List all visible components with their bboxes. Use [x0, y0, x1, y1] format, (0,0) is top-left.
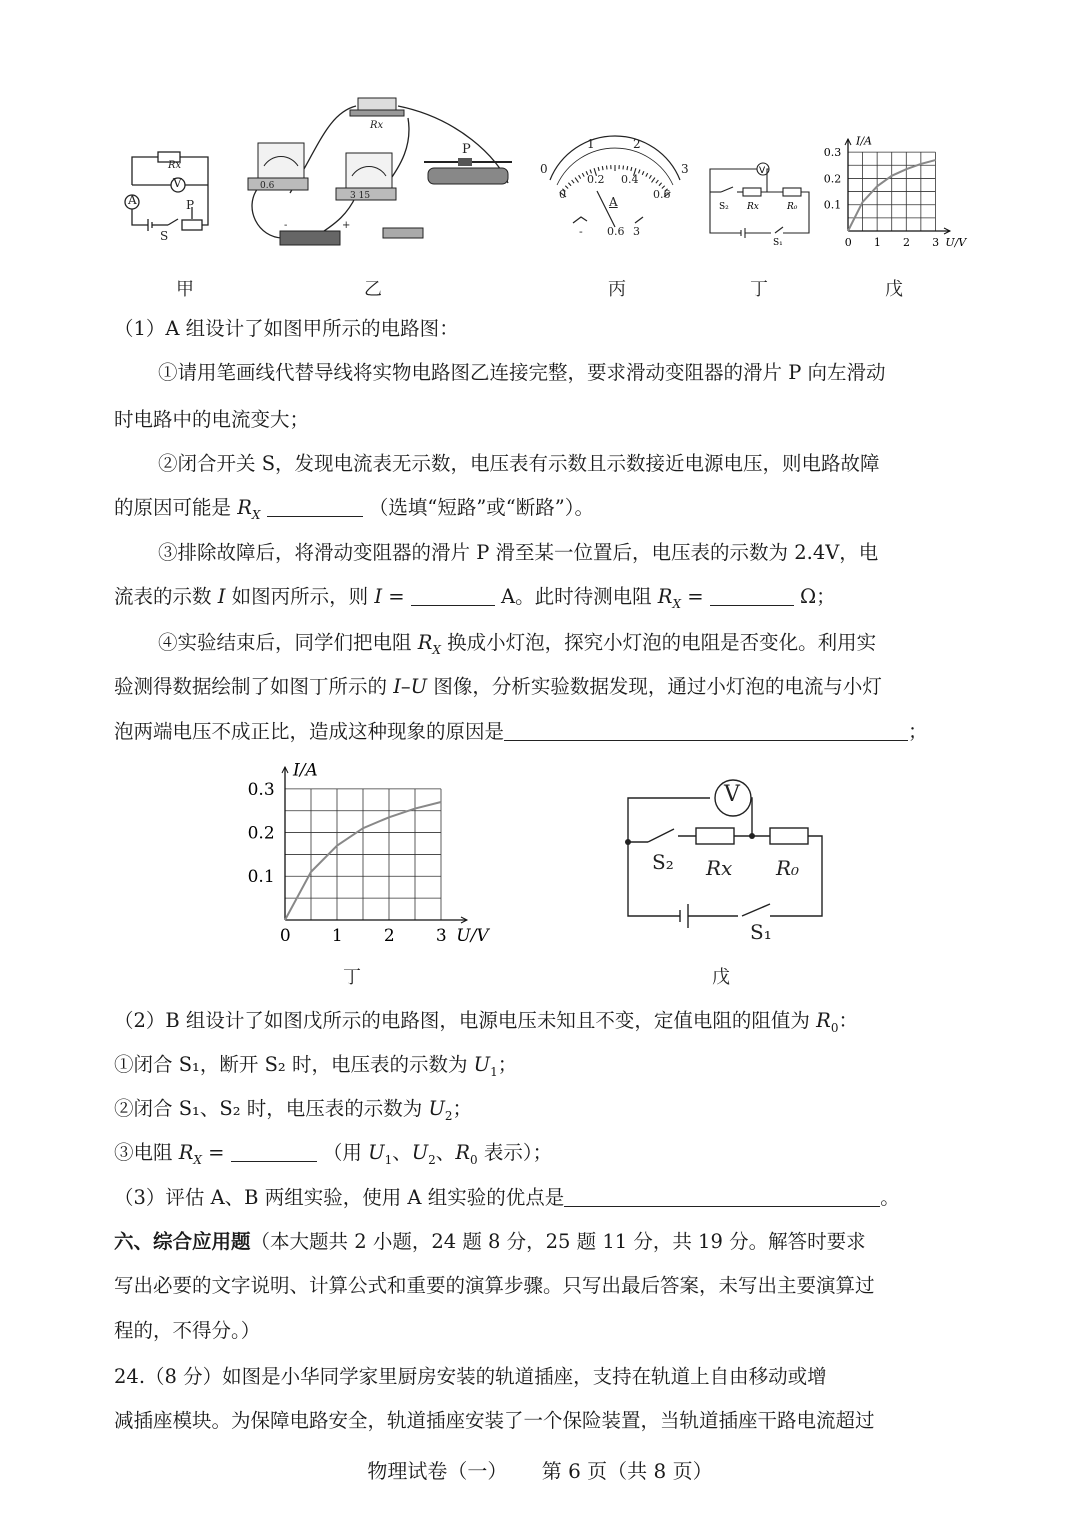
dial-tick	[639, 170, 640, 174]
footer-page: 第 6 页（共 8 页）	[541, 1459, 713, 1483]
caption-ding-large: 丁	[343, 967, 361, 988]
figure-wu-large-circuit	[620, 772, 830, 952]
yi-plus-label: +	[342, 220, 351, 231]
yi-rx-label: Rx	[370, 120, 384, 131]
q1b-answer-blank[interactable]	[267, 498, 363, 517]
bing-t3: 3	[681, 162, 689, 176]
wu-r0-label: R₀	[776, 856, 800, 880]
dial-tick	[627, 166, 628, 170]
y-axis-label: I/A	[293, 760, 318, 781]
section6-line1: 六、综合应用题（本大题共 2 小题，24 题 8 分，25 题 11 分，共 19 分。解答时要求	[114, 1230, 866, 1253]
dial-tick	[572, 180, 574, 183]
x-tick-label: 2	[383, 926, 395, 946]
dial-tick	[631, 167, 632, 171]
svg-text:V: V	[759, 166, 766, 176]
q2b-line: ②闭合 S₁、S₂ 时，电压表的示数为 $U_2$；	[114, 1097, 473, 1123]
figure-jia	[120, 145, 220, 245]
caption-wu-large: 戊	[712, 967, 730, 988]
dial-tick	[598, 167, 599, 171]
y-tick-label: 0.2	[823, 172, 842, 186]
bing-b04: 0.4	[621, 173, 639, 186]
x-axis-label: U/V	[945, 236, 967, 249]
jia-rx-label: Rx	[168, 160, 182, 171]
bing-b02: 0.2	[587, 173, 605, 186]
x-tick-label: 3	[435, 926, 447, 946]
dial-tick	[656, 180, 658, 183]
q1c-line2: 流表的示数 I 如图丙所示，则 I = A。此时待测电阻 $R_X = \Omega$；	[114, 585, 836, 611]
dial-tick	[575, 178, 578, 183]
dial-tick	[642, 171, 644, 175]
jia-voltmeter-label: V	[173, 176, 182, 190]
section6-line3: 程的，不得分。）	[114, 1319, 261, 1342]
yi-p-label: P	[462, 142, 471, 157]
yi-voltmeter-tick: 3 15	[350, 191, 371, 201]
q1-intro: （1）A 组设计了如图甲所示的电路图：	[114, 317, 459, 340]
q1d-line3: 泡两端电压不成正比，造成这种现象的原因是 ；	[114, 720, 928, 743]
q1a-line2: 时电路中的电流变大；	[114, 408, 310, 431]
q1b-line1: ②闭合开关 S，发现电流表无示数，电压表有示数且示数接近电源电压，则电路故障	[158, 452, 880, 475]
yi-ammeter-tick: 0.6	[260, 181, 275, 191]
q1b-line2: 的原因可能是 $R_X$ （选填“短路”或“断路”）。	[114, 496, 594, 522]
bing-unit: A	[609, 195, 618, 209]
caption-wu-small: 戊	[885, 279, 903, 300]
figure-wu-small-chart	[822, 125, 967, 250]
wu-rx-label: Rx	[706, 856, 733, 880]
q24-line1: 24.（8 分）如图是小华同学家里厨房安装的轨道插座，支持在轨道上自由移动或增	[114, 1365, 827, 1388]
dial-tick	[649, 175, 651, 178]
caption-yi: 乙	[364, 279, 382, 300]
bing-term-3: 3	[633, 225, 640, 238]
dial-tick	[582, 173, 584, 177]
wu-s1-label: S₁	[750, 920, 772, 944]
svg-text:S₁: S₁	[773, 238, 783, 248]
dial-tick	[579, 175, 581, 178]
y-tick-label: 0.1	[823, 198, 842, 212]
q1a-line1: ①请用笔画线代替导线将实物电路图乙连接完整，要求滑动变阻器的滑片 P 向左滑动	[158, 361, 886, 384]
wu-s2-label: S₂	[652, 850, 674, 874]
dial-tick	[659, 183, 662, 186]
dial-tick	[646, 173, 648, 177]
yi-minus-label: -	[284, 220, 288, 231]
y-tick-label: 0.3	[823, 145, 842, 159]
dial-tick	[652, 178, 655, 183]
svg-text:Rx: Rx	[747, 202, 759, 212]
figure-yi	[238, 88, 523, 253]
caption-ding-small: 丁	[750, 279, 768, 300]
q2c-line: ③电阻 $R_X$ = （用 $U_1$、$U_2$、$R_0$ 表示）；	[114, 1141, 553, 1167]
bing-t0: 0	[540, 162, 548, 176]
bing-b06: 0.6	[653, 188, 671, 201]
bing-term-minus: -	[579, 225, 583, 238]
x-tick-label: 1	[873, 236, 881, 249]
q1d-line2: 验测得数据绘制了如图丁所示的 I–U 图像，分析实验数据发现，通过小灯泡的电流与小灯	[114, 675, 882, 698]
x-tick-label: 0	[279, 926, 291, 946]
caption-jia: 甲	[176, 279, 194, 300]
q2a-line: ①闭合 S₁，断开 S₂ 时，电压表的示数为 $U_1$；	[114, 1053, 518, 1079]
y-tick-label: 0.1	[247, 867, 275, 888]
q24-line2: 减插座模块。为保障电路安全，轨道插座安装了一个保险装置，当轨道插座干路电流超过	[114, 1409, 875, 1432]
jia-ammeter-label: A	[128, 193, 137, 207]
bing-t1: 1	[587, 137, 595, 151]
q3-line: （3）评估 A、B 两组实验，使用 A 组实验的优点是 。	[114, 1186, 900, 1209]
x-tick-label: 0	[844, 236, 852, 249]
y-tick-label: 0.2	[247, 823, 275, 844]
q1c-current-blank[interactable]	[411, 587, 495, 606]
bing-term-06: 0.6	[607, 225, 625, 238]
x-tick-label: 3	[932, 236, 940, 249]
bing-b0: 0	[559, 188, 566, 201]
q1c-resistance-blank[interactable]	[710, 587, 794, 606]
page-footer	[0, 1455, 1080, 1484]
section6-line2: 写出必要的文字说明、计算公式和重要的演算步骤。只写出最后答案，未写出主要演算过	[114, 1274, 875, 1297]
section6-title: 六、综合应用题	[114, 1230, 251, 1253]
q1d-line1: ④实验结束后，同学们把电阻 $R_X$ 换成小灯泡，探究小灯泡的电阻是否变化。利用实	[158, 631, 877, 657]
q3-answer-blank[interactable]	[564, 1188, 880, 1207]
x-axis-label: U/V	[456, 926, 489, 946]
bing-t2: 2	[633, 137, 641, 151]
wu-voltmeter-label: V	[724, 782, 740, 807]
q1d-reason-blank[interactable]	[504, 722, 908, 741]
y-axis-label: I/A	[856, 134, 872, 148]
dial-tick	[602, 166, 603, 170]
q1c-line1: ③排除故障后，将滑动变阻器的滑片 P 滑至某一位置后，电压表的示数为 2.4V，电	[158, 541, 879, 564]
q2-intro: （2）B 组设计了如图戊所示的电路图，电源电压未知且不变，定值电阻的阻值为 $R_0$：	[114, 1009, 858, 1035]
y-tick-label: 0.3	[247, 779, 275, 800]
q2c-answer-blank[interactable]	[231, 1143, 317, 1162]
figure-ding-small	[705, 155, 815, 248]
caption-bing: 丙	[608, 279, 626, 300]
figure-ding-large-chart	[240, 757, 489, 952]
svg-text:R₀: R₀	[787, 202, 798, 212]
footer-title: 物理试卷（一）	[367, 1459, 508, 1483]
dial-tick	[568, 183, 571, 186]
jia-p-label: P	[186, 198, 195, 212]
x-tick-label: 2	[902, 236, 910, 249]
svg-text:S₂: S₂	[719, 202, 729, 212]
figure-bing	[535, 135, 695, 245]
x-tick-label: 1	[331, 926, 343, 946]
jia-switch-label: S	[160, 229, 169, 243]
